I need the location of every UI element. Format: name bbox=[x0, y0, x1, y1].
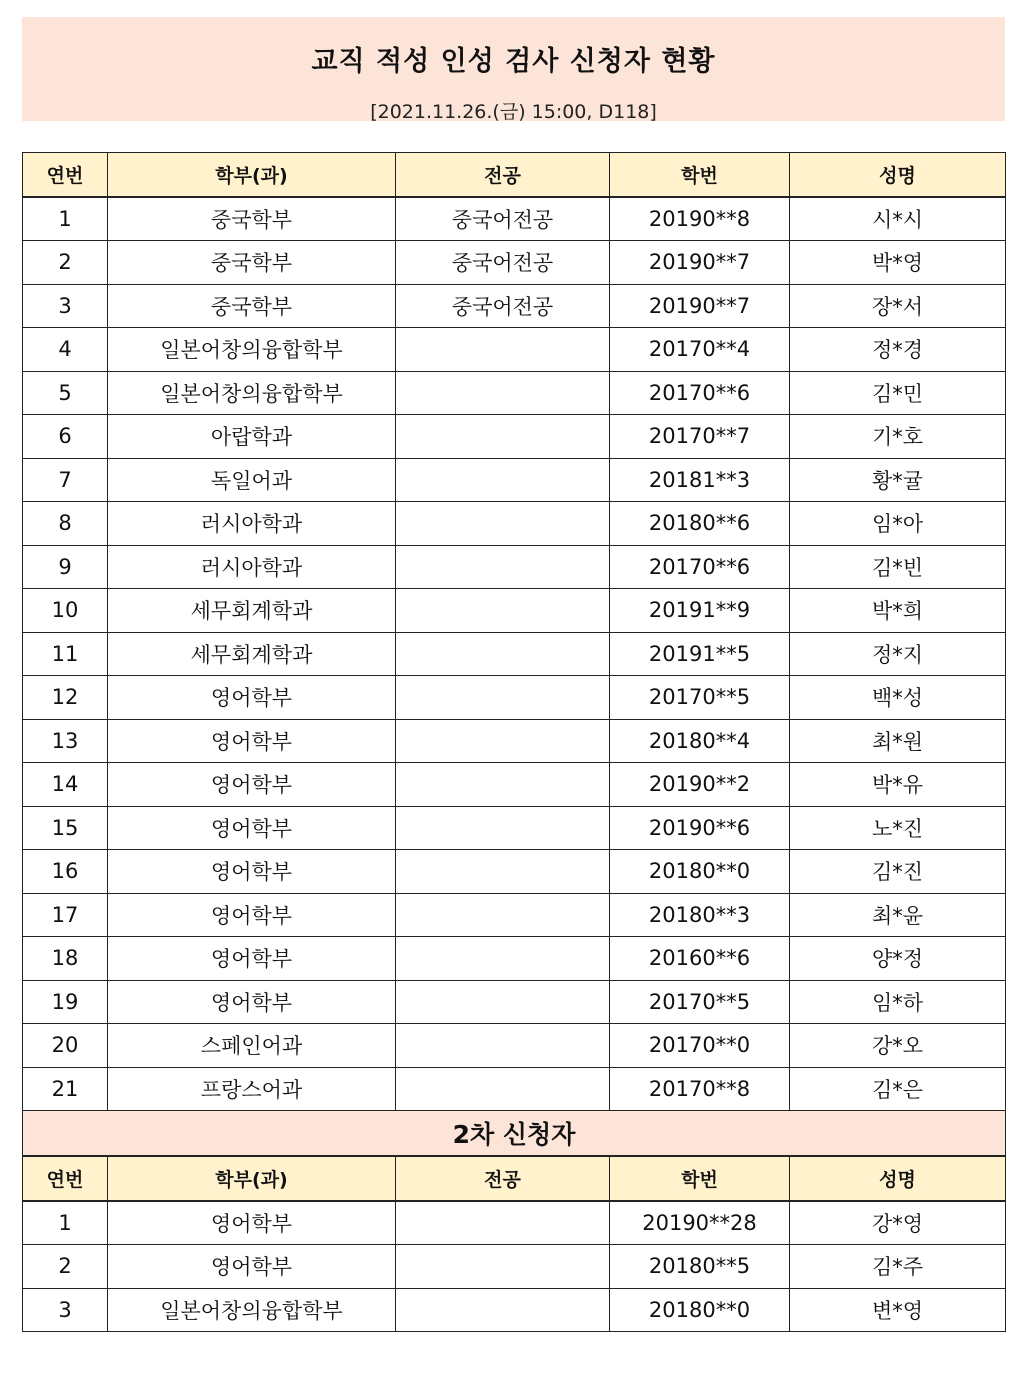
cell-student-id: 20190**8 bbox=[610, 197, 790, 241]
cell-no: 4 bbox=[23, 328, 108, 372]
cell-major bbox=[396, 850, 610, 894]
table-row bbox=[23, 719, 1006, 763]
cell-dept: 영어학부 bbox=[108, 850, 396, 894]
cell-name: 박*영 bbox=[790, 241, 1006, 285]
cell-student-id: 20180**0 bbox=[610, 1288, 790, 1332]
cell-major: 중국어전공 bbox=[396, 197, 610, 241]
header-dept: 학부(과) bbox=[108, 153, 396, 197]
cell-no: 16 bbox=[23, 850, 108, 894]
header-no: 연번 bbox=[23, 1156, 108, 1201]
cell-student-id: 20170**5 bbox=[610, 676, 790, 720]
cell-name: 김*민 bbox=[790, 371, 1006, 415]
cell-dept: 러시아학과 bbox=[108, 502, 396, 546]
cell-major bbox=[396, 632, 610, 676]
table-row bbox=[23, 1024, 1006, 1068]
cell-major: 중국어전공 bbox=[396, 241, 610, 285]
cell-dept: 러시아학과 bbox=[108, 545, 396, 589]
cell-name: 김*빈 bbox=[790, 545, 1006, 589]
table-row bbox=[23, 458, 1006, 502]
header-major: 전공 bbox=[396, 1156, 610, 1201]
table-row bbox=[23, 1067, 1006, 1111]
table-row bbox=[23, 893, 1006, 937]
cell-dept: 중국학부 bbox=[108, 284, 396, 328]
table-row bbox=[23, 241, 1006, 285]
cell-dept: 아랍학과 bbox=[108, 415, 396, 459]
cell-name: 김*주 bbox=[790, 1245, 1006, 1289]
cell-name: 최*원 bbox=[790, 719, 1006, 763]
cell-major bbox=[396, 937, 610, 981]
cell-student-id: 20180**6 bbox=[610, 502, 790, 546]
cell-student-id: 20191**5 bbox=[610, 632, 790, 676]
cell-student-id: 20170**0 bbox=[610, 1024, 790, 1068]
cell-dept: 영어학부 bbox=[108, 937, 396, 981]
cell-student-id: 20190**28 bbox=[610, 1201, 790, 1245]
cell-dept: 독일어과 bbox=[108, 458, 396, 502]
cell-no: 18 bbox=[23, 937, 108, 981]
cell-name: 시*시 bbox=[790, 197, 1006, 241]
table-row bbox=[23, 1288, 1006, 1332]
cell-no: 6 bbox=[23, 415, 108, 459]
cell-dept: 중국학부 bbox=[108, 197, 396, 241]
cell-student-id: 20170**4 bbox=[610, 328, 790, 372]
cell-major bbox=[396, 676, 610, 720]
cell-major bbox=[396, 1024, 610, 1068]
cell-dept: 세무회계학과 bbox=[108, 589, 396, 633]
cell-major: 중국어전공 bbox=[396, 284, 610, 328]
table-row bbox=[23, 197, 1006, 241]
cell-dept: 프랑스어과 bbox=[108, 1067, 396, 1111]
cell-student-id: 20180**3 bbox=[610, 893, 790, 937]
cell-major bbox=[396, 980, 610, 1024]
cell-dept: 스페인어과 bbox=[108, 1024, 396, 1068]
cell-name: 백*성 bbox=[790, 676, 1006, 720]
table-row bbox=[23, 806, 1006, 850]
cell-no: 2 bbox=[23, 241, 108, 285]
cell-name: 임*아 bbox=[790, 502, 1006, 546]
page-title: 교직 적성 인성 검사 신청자 현황 bbox=[311, 46, 716, 77]
cell-major bbox=[396, 719, 610, 763]
cell-name: 강*영 bbox=[790, 1201, 1006, 1245]
cell-student-id: 20190**7 bbox=[610, 284, 790, 328]
cell-dept: 세무회계학과 bbox=[108, 632, 396, 676]
cell-major bbox=[396, 893, 610, 937]
cell-dept: 영어학부 bbox=[108, 719, 396, 763]
title-banner bbox=[22, 17, 1005, 121]
cell-name: 변*영 bbox=[790, 1288, 1006, 1332]
table-row bbox=[23, 589, 1006, 633]
cell-no: 13 bbox=[23, 719, 108, 763]
cell-no: 19 bbox=[23, 980, 108, 1024]
cell-student-id: 20160**6 bbox=[610, 937, 790, 981]
cell-name: 정*경 bbox=[790, 328, 1006, 372]
cell-no: 9 bbox=[23, 545, 108, 589]
cell-no: 21 bbox=[23, 1067, 108, 1111]
cell-major bbox=[396, 371, 610, 415]
table-header-row bbox=[23, 1156, 1006, 1201]
cell-dept: 일본어창의융합학부 bbox=[108, 1288, 396, 1332]
cell-student-id: 20170**6 bbox=[610, 371, 790, 415]
table-row bbox=[23, 415, 1006, 459]
cell-major bbox=[396, 806, 610, 850]
cell-major bbox=[396, 328, 610, 372]
cell-no: 12 bbox=[23, 676, 108, 720]
cell-no: 17 bbox=[23, 893, 108, 937]
cell-major bbox=[396, 1288, 610, 1332]
cell-name: 황*귤 bbox=[790, 458, 1006, 502]
cell-major bbox=[396, 1245, 610, 1289]
cell-no: 20 bbox=[23, 1024, 108, 1068]
cell-student-id: 20191**9 bbox=[610, 589, 790, 633]
header-name: 성명 bbox=[790, 153, 1006, 197]
table-row bbox=[23, 1201, 1006, 1245]
cell-student-id: 20170**8 bbox=[610, 1067, 790, 1111]
cell-student-id: 20190**7 bbox=[610, 241, 790, 285]
table-row bbox=[23, 980, 1006, 1024]
cell-name: 임*하 bbox=[790, 980, 1006, 1024]
cell-dept: 영어학부 bbox=[108, 980, 396, 1024]
cell-name: 노*진 bbox=[790, 806, 1006, 850]
cell-name: 박*유 bbox=[790, 763, 1006, 807]
cell-major bbox=[396, 589, 610, 633]
header-dept: 학부(과) bbox=[108, 1156, 396, 1201]
cell-major bbox=[396, 1067, 610, 1111]
cell-dept: 영어학부 bbox=[108, 763, 396, 807]
cell-no: 11 bbox=[23, 632, 108, 676]
cell-no: 5 bbox=[23, 371, 108, 415]
cell-no: 8 bbox=[23, 502, 108, 546]
cell-student-id: 20180**4 bbox=[610, 719, 790, 763]
cell-student-id: 20180**0 bbox=[610, 850, 790, 894]
table-row bbox=[23, 632, 1006, 676]
cell-no: 3 bbox=[23, 284, 108, 328]
cell-name: 김*은 bbox=[790, 1067, 1006, 1111]
cell-dept: 영어학부 bbox=[108, 676, 396, 720]
cell-student-id: 20170**5 bbox=[610, 980, 790, 1024]
cell-name: 강*오 bbox=[790, 1024, 1006, 1068]
table-row bbox=[23, 1245, 1006, 1289]
cell-student-id: 20170**7 bbox=[610, 415, 790, 459]
cell-name: 최*윤 bbox=[790, 893, 1006, 937]
header-name: 성명 bbox=[790, 1156, 1006, 1201]
table-row bbox=[23, 284, 1006, 328]
applicants-table-body bbox=[23, 153, 1006, 1332]
cell-no: 15 bbox=[23, 806, 108, 850]
cell-name: 김*진 bbox=[790, 850, 1006, 894]
header-student-id: 학번 bbox=[610, 153, 790, 197]
cell-no: 14 bbox=[23, 763, 108, 807]
cell-dept: 일본어창의융합학부 bbox=[108, 371, 396, 415]
table-row bbox=[23, 676, 1006, 720]
table-row bbox=[23, 328, 1006, 372]
cell-major bbox=[396, 763, 610, 807]
cell-student-id: 20181**3 bbox=[610, 458, 790, 502]
cell-major bbox=[396, 415, 610, 459]
cell-student-id: 20170**6 bbox=[610, 545, 790, 589]
section-title: 2차 신청자 bbox=[23, 1111, 1006, 1157]
header-student-id: 학번 bbox=[610, 1156, 790, 1201]
cell-name: 장*서 bbox=[790, 284, 1006, 328]
cell-name: 정*지 bbox=[790, 632, 1006, 676]
cell-dept: 영어학부 bbox=[108, 806, 396, 850]
cell-no: 3 bbox=[23, 1288, 108, 1332]
cell-dept: 중국학부 bbox=[108, 241, 396, 285]
table-row bbox=[23, 502, 1006, 546]
cell-no: 10 bbox=[23, 589, 108, 633]
cell-no: 2 bbox=[23, 1245, 108, 1289]
header-major: 전공 bbox=[396, 153, 610, 197]
cell-no: 1 bbox=[23, 197, 108, 241]
cell-name: 박*희 bbox=[790, 589, 1006, 633]
table-row bbox=[23, 850, 1006, 894]
applicants-table bbox=[22, 152, 1006, 1332]
table-row bbox=[23, 371, 1006, 415]
table-row bbox=[23, 545, 1006, 589]
cell-name: 양*정 bbox=[790, 937, 1006, 981]
cell-student-id: 20180**5 bbox=[610, 1245, 790, 1289]
cell-no: 1 bbox=[23, 1201, 108, 1245]
cell-major bbox=[396, 458, 610, 502]
cell-major bbox=[396, 1201, 610, 1245]
cell-dept: 영어학부 bbox=[108, 1201, 396, 1245]
cell-dept: 영어학부 bbox=[108, 893, 396, 937]
table-row bbox=[23, 937, 1006, 981]
cell-student-id: 20190**6 bbox=[610, 806, 790, 850]
cell-dept: 일본어창의융합학부 bbox=[108, 328, 396, 372]
page-subtitle: [2021.11.26.(금) 15:00, D118] bbox=[370, 101, 657, 123]
header-no: 연번 bbox=[23, 153, 108, 197]
cell-dept: 영어학부 bbox=[108, 1245, 396, 1289]
cell-no: 7 bbox=[23, 458, 108, 502]
cell-name: 기*호 bbox=[790, 415, 1006, 459]
cell-student-id: 20190**2 bbox=[610, 763, 790, 807]
table-header-row bbox=[23, 153, 1006, 197]
section-row bbox=[23, 1111, 1006, 1157]
cell-major bbox=[396, 502, 610, 546]
cell-major bbox=[396, 545, 610, 589]
table-row bbox=[23, 763, 1006, 807]
